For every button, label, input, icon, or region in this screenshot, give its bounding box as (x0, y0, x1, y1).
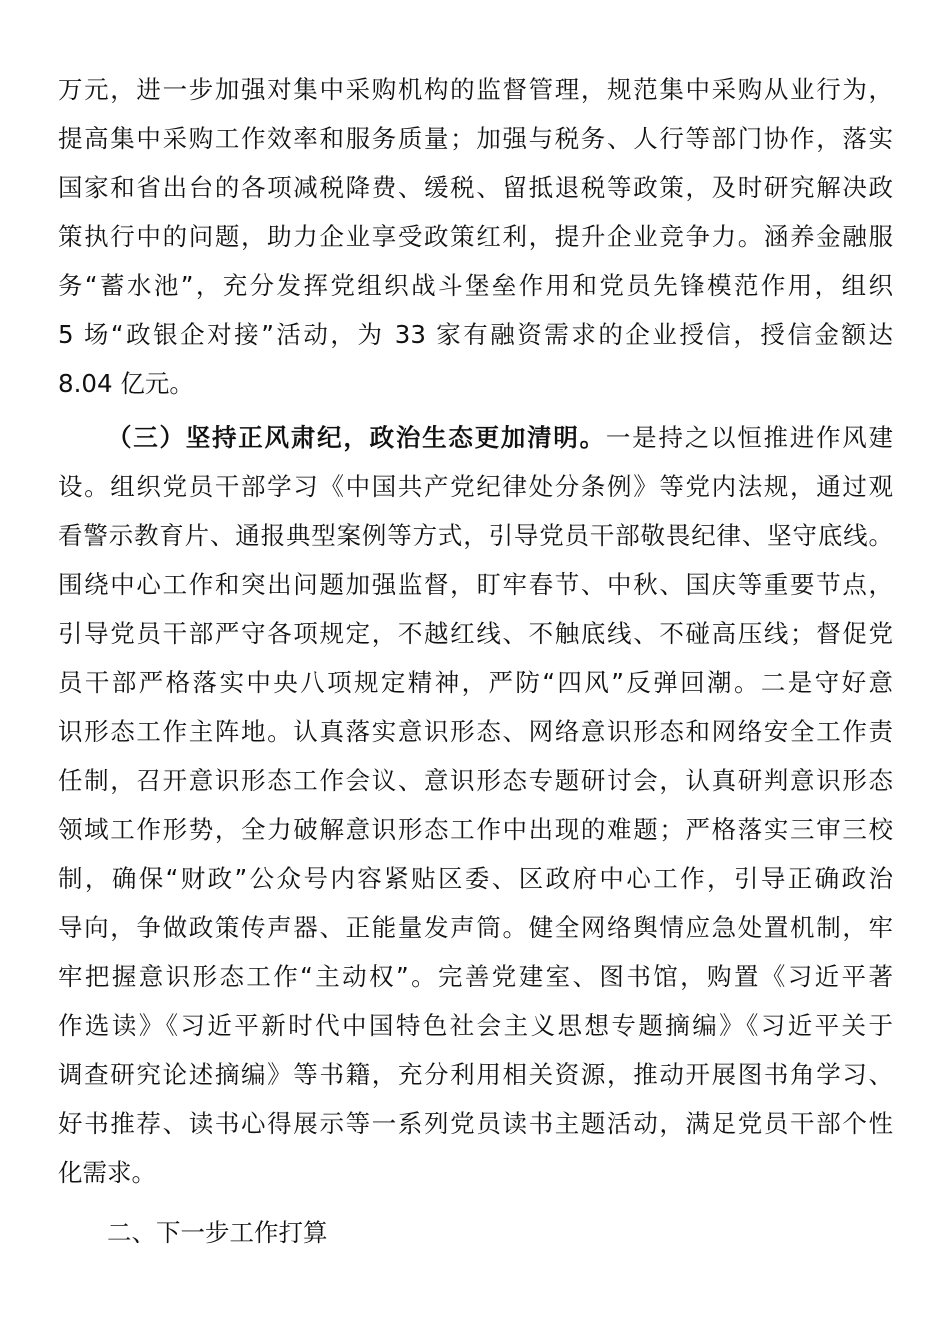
text-line: 领域工作形势，全力破解意识形态工作中出现的难题；严格落实三审三校 (58, 815, 893, 844)
text-line: 万元，进一步加强对集中采购机构的监督管理，规范集中采购从业行为， (58, 75, 893, 104)
text-line: 作选读》《习近平新时代中国特色社会主义思想专题摘编》《习近平关于 (58, 1011, 893, 1040)
text-line: 识形态工作主阵地。认真落实意识形态、网络意识形态和网络安全工作责 (58, 717, 893, 746)
text-line: 调查研究论述摘编》等书籍，充分利用相关资源，推动开展图书角学习、 (58, 1060, 893, 1089)
section-subheading: （三）坚持正风肃纪，政治生态更加清明。 (107, 423, 606, 452)
text-line: 提高集中采购工作效率和服务质量；加强与税务、人行等部门协作，落实 (58, 124, 893, 153)
text-line: 设。组织党员干部学习《中国共产党纪律处分条例》等党内法规，通过观 (58, 472, 893, 501)
text-line: 引导党员干部严守各项规定，不越红线、不触底线、不碰高压线；督促党 (58, 619, 893, 648)
text-line: 务“蓄水池”，充分发挥党组织战斗堡垒作用和党员先锋模范作用，组织 (58, 271, 893, 300)
section-heading: 二、下一步工作打算 (107, 1218, 328, 1247)
text-line: 看警示教育片、通报典型案例等方式，引导党员干部敬畏纪律、坚守底线。 (58, 521, 893, 550)
text-line: 8.04 亿元。 (58, 369, 194, 398)
text-line: 导向，争做政策传声器、正能量发声筒。健全网络舆情应急处置机制，牢 (58, 913, 893, 942)
text-run: 一是持之以恒推进作风建 (605, 423, 894, 452)
text-line: 国家和省出台的各项减税降费、缓税、留抵退税等政策，及时研究解决政 (58, 173, 893, 202)
text-line: 员干部严格落实中央八项规定精神，严防“四风”反弹回潮。二是守好意 (58, 668, 893, 697)
text-line: 任制，召开意识形态工作会议、意识形态专题研讨会，认真研判意识形态 (58, 766, 893, 795)
text-line: 牢把握意识形态工作“主动权”。完善党建室、图书馆，购置《习近平著 (58, 962, 893, 991)
text-line: 5 场“政银企对接”活动，为 33 家有融资需求的企业授信，授信金额达 (58, 320, 893, 349)
text-line: 策执行中的问题，助力企业享受政策红利，提升企业竞争力。涵养金融服 (58, 222, 893, 251)
text-line: 制，确保“财政”公众号内容紧贴区委、区政府中心工作，引导正确政治 (58, 864, 893, 893)
paragraph-heading-line (107, 413, 893, 462)
text-line: 围绕中心工作和突出问题加强监督，盯牢春节、中秋、国庆等重要节点， (58, 570, 893, 599)
text-line: 好书推荐、读书心得展示等一系列党员读书主题活动，满足党员干部个性 (58, 1109, 893, 1138)
text-line: 化需求。 (58, 1158, 156, 1187)
